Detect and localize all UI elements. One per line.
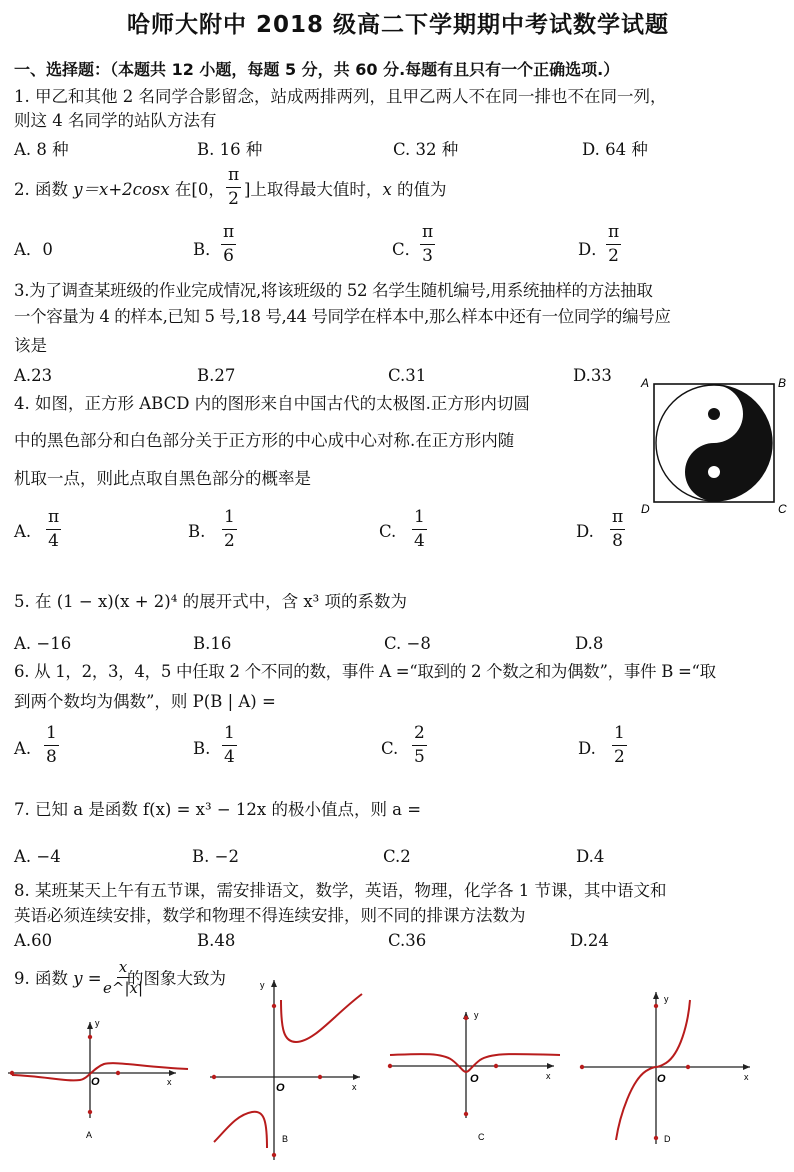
frac-den: 2 — [224, 531, 235, 551]
dot — [494, 1064, 498, 1068]
q2-prefix: 2. 函数 — [14, 180, 74, 199]
q6-option-d-fraction — [612, 723, 627, 768]
q9-frac-num: x — [118, 958, 128, 976]
white-dot — [708, 466, 720, 478]
q1-option-b: B. 16 种 — [197, 140, 263, 159]
dot — [272, 1153, 276, 1157]
frac-den: 4 — [414, 531, 425, 551]
q8-option-c: C.36 — [388, 931, 427, 950]
q2-stem — [14, 177, 225, 203]
q4-option-b-fraction — [222, 507, 237, 552]
curve-left — [214, 1112, 267, 1148]
y-label: y — [474, 1010, 479, 1020]
dot — [464, 1112, 468, 1116]
q2-option-c: C． — [392, 240, 422, 259]
q3-line3: 该是 — [14, 336, 47, 355]
q3-line1: 3.为了调查某班级的作业完成情况,将该班级的 52 名学生随机编号,用系统抽样的方法抽取 — [14, 281, 653, 300]
dot — [88, 1110, 92, 1114]
frac-num: π — [46, 507, 61, 530]
q8-line1: 8. 某班某天上午有五节课，需安排语文，数学，英语，物理，化学各 1 节课，其中语文和 — [14, 881, 667, 900]
dot — [686, 1065, 690, 1069]
q2-option-a: A．0 — [14, 240, 53, 259]
y-label: y — [260, 980, 265, 990]
q2-option-d-fraction — [606, 222, 621, 267]
q4-line2: 中的黑色部分和白色部分关于正方形的中心成中心对称.在正方形内随 — [14, 431, 515, 450]
graph-caption: B — [282, 1134, 289, 1144]
vertex-d-label: D — [641, 502, 650, 516]
q6-option-a-fraction — [44, 723, 59, 768]
q7-option-a: A. −4 — [14, 847, 61, 866]
x-axis-arrow — [353, 1074, 360, 1080]
dot — [88, 1035, 92, 1039]
y-label: y — [95, 1018, 100, 1028]
x-label: x — [352, 1082, 357, 1092]
frac-num: π — [420, 222, 435, 245]
q8-option-b: B.48 — [197, 931, 236, 950]
q3-line2: 一个容量为 4 的样本,已知 5 号,18 号,44 号同学在样本中,那么样本中还有一位同学的编号应 — [14, 307, 671, 326]
q9-suffix: 的图象大致为 — [127, 969, 226, 988]
q1-option-a: A. 8 种 — [14, 140, 69, 159]
dot — [580, 1065, 584, 1069]
q7-option-c: C.2 — [383, 847, 411, 866]
dot — [10, 1071, 14, 1075]
q2-var: x — [382, 180, 392, 199]
q7-option-d: D.4 — [576, 847, 605, 866]
curve-right — [281, 994, 362, 1042]
q1-line2: 则这 4 名同学的站队方法有 — [14, 111, 217, 130]
q2-option-c-fraction — [420, 222, 435, 267]
q3-option-a: A.23 — [14, 366, 53, 385]
dot — [654, 1136, 658, 1140]
frac-den: 8 — [46, 747, 57, 767]
dot — [654, 1004, 658, 1008]
graph-option-c — [386, 1006, 566, 1156]
frac-den: 2 — [608, 246, 619, 266]
dot — [116, 1071, 120, 1075]
q1-option-d: D. 64 种 — [582, 140, 648, 159]
q2-mid: 在[0， — [169, 180, 225, 199]
dot — [212, 1075, 216, 1079]
frac-num: 1 — [412, 507, 427, 530]
q4-line1: 4. 如图，正方形 ABCD 内的图形来自中国古代的太极图.正方形内切圆 — [14, 394, 530, 413]
q6-option-b-fraction — [222, 723, 237, 768]
dot — [388, 1064, 392, 1068]
q5-option-c: C. −8 — [384, 634, 431, 653]
q5-option-a: A. −16 — [14, 634, 72, 653]
q5-option-d: D.8 — [575, 634, 604, 653]
q2-frac-num: π — [226, 165, 241, 188]
origin-label: O — [657, 1073, 666, 1085]
q4-option-a-fraction — [46, 507, 61, 552]
x-axis-arrow — [743, 1064, 750, 1070]
q6-option-c: C. — [381, 739, 399, 758]
q1-line1: 1. 甲乙和其他 2 名同学合影留念，站成两排两列，且甲乙两人不在同一排也不在同一列， — [14, 87, 667, 106]
frac-num: 1 — [222, 507, 237, 530]
frac-den: 3 — [422, 246, 433, 266]
q4-option-d: D. — [576, 522, 594, 541]
q6-line2: 到两个数均为偶数”，则 P(B | A) = — [14, 692, 276, 711]
q4-option-a: A. — [14, 522, 32, 541]
y-label: y — [664, 994, 669, 1004]
x-label: x — [744, 1072, 749, 1082]
q2-interval-fraction — [226, 165, 241, 210]
q8-line2: 英语必须连续安排，数学和物理不得连续安排，则不同的排课方法数为 — [14, 906, 526, 925]
graph-caption: C — [478, 1132, 485, 1142]
frac-num: 2 — [412, 723, 427, 746]
vertex-b-label: B — [778, 376, 787, 390]
q2-option-b: B． — [193, 240, 222, 259]
q6-option-c-fraction — [412, 723, 427, 768]
q4-line3: 机取一点，则此点取自黑色部分的概率是 — [14, 469, 311, 488]
q6-option-d: D. — [578, 739, 596, 758]
q2-option-b-fraction — [221, 222, 236, 267]
q2-function: y＝x+2cosx — [73, 180, 170, 199]
q6-line1: 6. 从 1，2，3，4，5 中任取 2 个不同的数，事件 A =“取到的 2 个数之和为偶数”，事件 B =“取 — [14, 662, 716, 681]
q3-option-c: C.31 — [388, 366, 427, 385]
q2-stem-end — [244, 177, 447, 203]
q9-frac-den: e^|x| — [103, 979, 144, 997]
q1-option-c: C. 32 种 — [393, 140, 459, 159]
graph-caption: D — [664, 1134, 671, 1144]
dot — [272, 1004, 276, 1008]
frac-num: π — [221, 222, 236, 245]
curve — [616, 1000, 690, 1140]
q5-option-b: B.16 — [193, 634, 232, 653]
curve — [390, 1054, 560, 1072]
q7-stem: 7. 已知 a 是函数 f(x) = x³ − 12x 的极小值点，则 a = — [14, 800, 422, 819]
x-axis-arrow — [547, 1063, 554, 1069]
graph-option-d — [578, 984, 758, 1154]
q2-frac-den: 2 — [228, 189, 239, 209]
dot — [464, 1016, 468, 1020]
origin-label: O — [470, 1073, 479, 1085]
q6-option-a: A. — [14, 739, 32, 758]
graph-option-a — [4, 1010, 194, 1150]
black-dot — [708, 408, 720, 420]
x-label: x — [546, 1071, 551, 1081]
x-label: x — [167, 1077, 172, 1087]
q9-y-eq: y = — [73, 969, 102, 988]
q8-option-a: A.60 — [14, 931, 53, 950]
q4-option-c-fraction — [412, 507, 427, 552]
q5-stem: 5. 在 (1 − x)(x + 2)⁴ 的展开式中，含 x³ 项的系数为 — [14, 592, 407, 611]
frac-num: 1 — [44, 723, 59, 746]
q7-option-b: B. −2 — [192, 847, 239, 866]
origin-label: O — [91, 1076, 100, 1088]
q4-option-c: C. — [379, 522, 397, 541]
frac-den: 2 — [614, 747, 625, 767]
curve — [12, 1063, 188, 1080]
section-heading: 一、选择题：（本题共 12 小题，每题 5 分，共 60 分.每题有且只有一个正确选项.） — [14, 60, 620, 79]
x-axis-arrow — [169, 1070, 176, 1076]
frac-den: 8 — [612, 531, 623, 551]
q9-prefix — [14, 966, 102, 992]
q3-option-b: B.27 — [197, 366, 236, 385]
frac-num: π — [606, 222, 621, 245]
y-axis-arrow — [87, 1022, 93, 1029]
q6-option-b: B. — [193, 739, 211, 758]
graph-option-b — [204, 970, 374, 1170]
q8-option-d: D.24 — [570, 931, 609, 950]
q9-prefix-text: 9. 函数 — [14, 969, 74, 988]
frac-num: 1 — [222, 723, 237, 746]
q2-suffix: ]上取得最大值时， — [244, 180, 383, 199]
vertex-c-label: C — [778, 502, 787, 516]
graph-caption: A — [86, 1130, 93, 1140]
q2-option-d: D． — [578, 240, 608, 259]
q2-suffix2: 的值为 — [391, 180, 447, 199]
frac-den: 5 — [414, 747, 425, 767]
frac-num: π — [610, 507, 625, 530]
origin-label: O — [276, 1082, 285, 1094]
q4-option-d-fraction — [610, 507, 625, 552]
frac-den: 6 — [223, 246, 234, 266]
frac-den: 4 — [48, 531, 59, 551]
page-title: 哈师大附中 2018 级高二下学期期中考试数学试题 — [127, 12, 670, 38]
taiji-figure — [636, 372, 794, 518]
y-axis-arrow — [271, 980, 277, 987]
frac-num: 1 — [612, 723, 627, 746]
frac-den: 4 — [224, 747, 235, 767]
q4-option-b: B. — [188, 522, 206, 541]
vertex-a-label: A — [641, 376, 650, 390]
q3-option-d: D.33 — [573, 366, 612, 385]
y-axis-arrow — [653, 992, 659, 999]
dot — [318, 1075, 322, 1079]
